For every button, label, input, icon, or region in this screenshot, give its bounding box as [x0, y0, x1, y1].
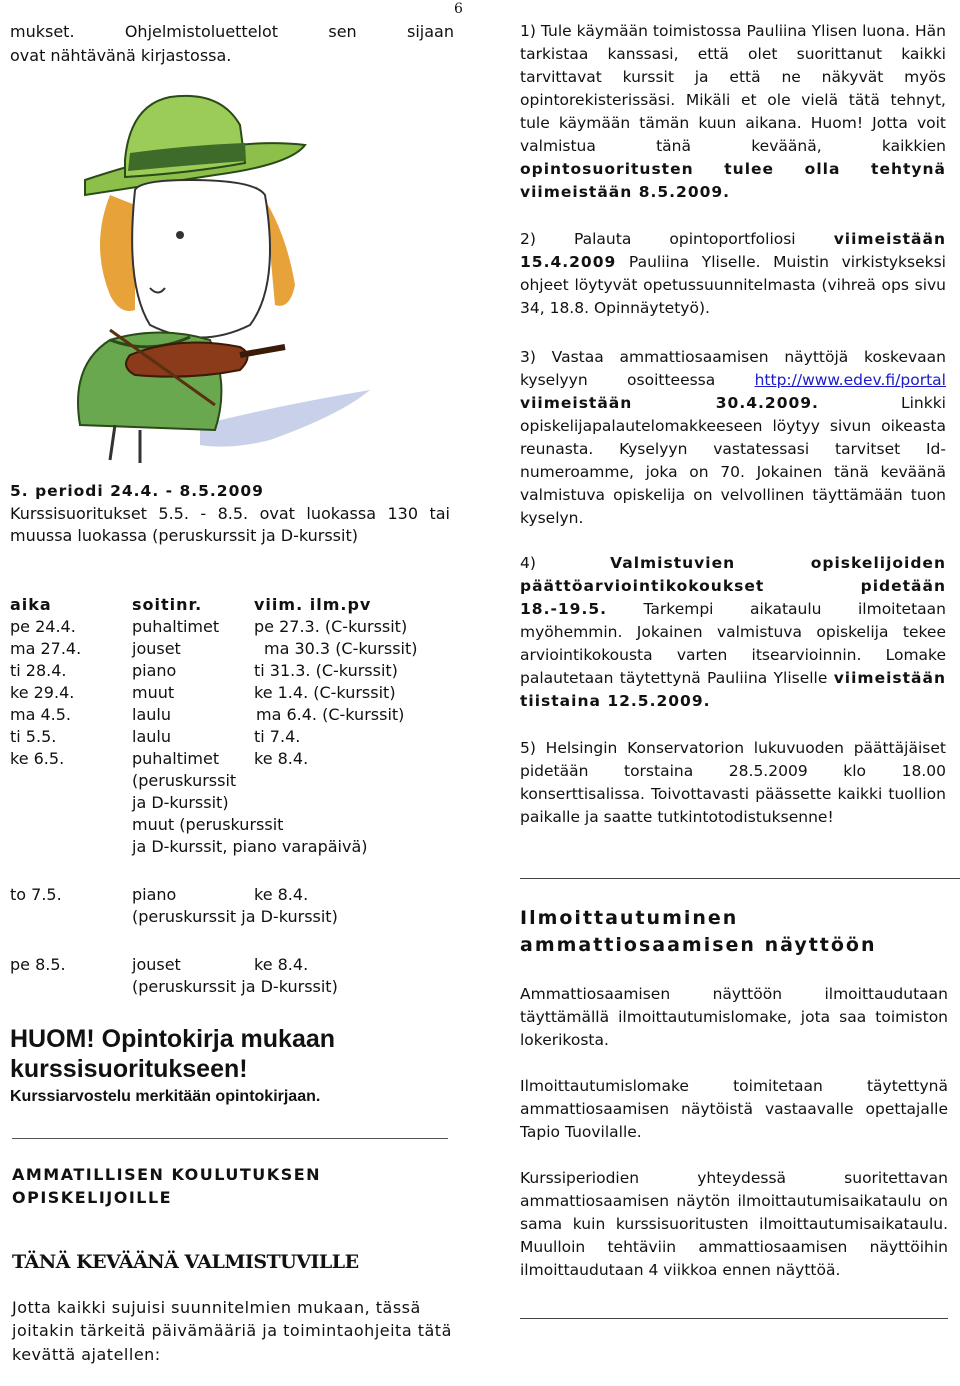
item-emphasis: opintosuoritusten tulee olla tehtynä viimeistään 8.5.2009. [520, 160, 946, 201]
cell: laulu [132, 705, 171, 724]
registration-paragraph: Ilmoittautumislomake toimitetaan täytettynä ammattiosaamisen näytöistä vastaavalle opettajalle Tapio Tuovilalle. [520, 1077, 948, 1141]
col-header: viim. ilm.pv [254, 595, 372, 614]
period-heading: 5. periodi 24.4. - 8.5.2009 [10, 482, 264, 500]
registration-paragraph: Ammattiosaamisen näyttöön ilmoittaudutaan täyttämällä ilmoittautumislomake, jota saa toimiston lokerikosta. [520, 985, 948, 1049]
schedule-table [0, 594, 460, 1014]
cell: pe 24.4. [10, 617, 76, 636]
cell: ma 4.5. [10, 705, 72, 724]
huom-subline: Kurssiarvostelu merkitään opintokirjaan. [10, 1088, 321, 1105]
item-4 [520, 552, 946, 713]
cell: ti 5.5. [10, 727, 57, 746]
item-text: 1) Tule käymään toimistossa Pauliina Ylisen luona. Hän tarkistaa kanssasi, että olet suorittanut kaikki tarvittavat kurssit ja että ne näkyvät myös opintorekisterissäsi. Mikäli et ole vielä tätä tehnyt, tule käymään tämän kuun aikana. Huom! Jotta voit valmistua tänä keväänä, kaikkien [520, 22, 946, 155]
item-emphasis: Valmistuvien opiskelijoiden päättöarviointikokoukset pidetään 18.-19.5. [520, 554, 946, 618]
item-text: Pauliina Yliselle. Muistin virkistykseksi ohjeet löytyvät opetussuunnitelmasta (vihreä ops sivu 34, 18.8. Opinnäytetyö). [520, 253, 946, 317]
cell: ti 28.4. [10, 661, 67, 680]
cell: pe 8.5. [10, 955, 66, 974]
registration-paragraph: Kurssiperiodien yhteydessä suoritettavan ammattiosaamisen näytön ilmoittautumisaikataulu on sama kuin kurssisuoritusten ilmoittautumisaikataulu. Muulloin tehtäviin ammattiosaamisen näyttöihin ilmoittaudutaan 4 viikkoa ennen näyttöä. [520, 1169, 948, 1279]
huom-line: kurssisuoritukseen! [10, 1055, 248, 1083]
hair-left [100, 195, 135, 311]
graduates-box [12, 1163, 452, 1366]
cell: ke 8.4. [254, 885, 309, 904]
cell: pe 27.3. (C-kurssit) [254, 617, 408, 636]
cell: ma 6.4. (C-kurssit) [256, 705, 405, 724]
cell: ke 8.4. [254, 955, 309, 974]
divider [520, 878, 960, 879]
intro-word: mukset. [10, 22, 75, 41]
intro-word: sijaan [406, 22, 454, 41]
intro-word: Ohjelmistoluettelot [124, 22, 279, 41]
cell: ja D-kurssit) [132, 793, 229, 812]
huom-line: HUOM! Opintokirja mukaan [10, 1025, 336, 1053]
cell: muut [132, 683, 175, 702]
registration-heading: Ilmoittautuminen ammattiosaamisen näyttöön [520, 907, 877, 956]
registration-section [520, 905, 948, 1282]
cell: piano [132, 661, 177, 680]
col-header: aika [10, 595, 52, 614]
item-emphasis: viimeistään 30.4.2009. [520, 394, 819, 412]
item-text: Linkki opiskelijapalautelomakkeeseen löytyy sivun oikeasta reunasta. Kyselyyn vastatessasi tarvitset Id-numeroamme, joka on 70. Jokainen tänä keväänä valmistuva opiskelija on velvollinen täyttämään tuon kyselyn. [520, 394, 946, 527]
cell: ja D-kurssit, piano varapäivä) [132, 837, 368, 856]
huom-notice [10, 1024, 455, 1109]
cell: puhaltimet [132, 749, 220, 768]
cell: laulu [132, 727, 171, 746]
cell: ma 30.3 (C-kurssit) [264, 639, 418, 658]
divider [520, 1318, 948, 1319]
item-text: 2) Palauta opintoportfoliosi [520, 230, 796, 248]
item-text: 4) [520, 554, 536, 572]
item-3 [520, 346, 946, 530]
cell: ke 29.4. [10, 683, 75, 702]
violinist-illustration [40, 85, 400, 480]
portal-link[interactable]: http://www.edev.fi/portal [754, 371, 946, 389]
cell: muut (peruskurssit [132, 815, 284, 834]
box-title: TÄNÄ KEVÄÄNÄ VALMISTUVILLE [12, 1251, 359, 1273]
divider [12, 1138, 448, 1139]
cell: to 7.5. [10, 885, 62, 904]
box-text: Jotta kaikki sujuisi suunnitelmien mukaan, tässä joitakin tärkeitä päivämääriä ja toimintaohjeita tätä kevättä ajatellen: [12, 1297, 452, 1364]
cell: ma 27.4. [10, 639, 82, 658]
cell: ti 31.3. (C-kurssit) [254, 661, 398, 680]
cell: ti 7.4. [254, 727, 301, 746]
cell: ke 1.4. (C-kurssit) [254, 683, 396, 702]
cell: piano [132, 885, 177, 904]
intro-text [10, 20, 454, 68]
col-header: soitinr. [132, 595, 203, 614]
cell: ke 6.5. [10, 749, 65, 768]
item-2 [520, 228, 946, 320]
eye [176, 231, 184, 239]
cell: ke 8.4. [254, 749, 309, 768]
face [132, 180, 270, 338]
item-text: 3) Vastaa ammattiosaamisen näyttöjä koskevaan kyselyyn osoitteessa [520, 348, 946, 389]
item-emphasis: viimeistään 15.4.2009 [520, 230, 946, 271]
cell: jouset [132, 639, 181, 658]
cell: (peruskurssit [132, 771, 237, 790]
cell: (peruskurssit ja D-kurssit) [132, 907, 338, 926]
period-text: Kurssisuoritukset 5.5. - 8.5. ovat luokassa 130 tai muussa luokassa (peruskurssit ja D-kurssit) [10, 503, 450, 545]
cell: (peruskurssit ja D-kurssit) [132, 977, 338, 996]
legs [110, 425, 140, 463]
violin-neck [240, 347, 285, 355]
cell: puhaltimet [132, 617, 220, 636]
box-heading: OPISKELIJOILLE [12, 1188, 173, 1207]
intro-word: sen [328, 22, 357, 41]
item-text: Tarkempi aikataulu ilmoitetaan myöhemmin. Jokainen valmistuva opiskelija tekee arviointikokousta varten itsearvioinnin. Lomake palautetaan täytettynä Pauliina Yliselle [520, 600, 946, 687]
item-1 [520, 20, 946, 204]
item-emphasis: viimeistään tiistaina 12.5.2009. [520, 669, 946, 710]
cell: jouset [132, 955, 181, 974]
shadow-shape [200, 390, 370, 447]
box-heading: AMMATILLISEN KOULUTUKSEN [12, 1165, 322, 1184]
right-column [520, 20, 946, 829]
intro-line: ovat nähtävänä kirjastossa. [10, 46, 232, 65]
period-section [10, 480, 450, 548]
item-5 [520, 737, 946, 829]
page-number: 6 [454, 1, 463, 17]
item-text: 5) Helsingin Konservatorion lukuvuoden päättäjäiset pidetään torstaina 28.5.2009 klo 18.00 konserttisalissa. Toivottavasti päässette kaikki tuollion paikalle ja saatte tutkintotodistuksenne! [520, 739, 946, 826]
